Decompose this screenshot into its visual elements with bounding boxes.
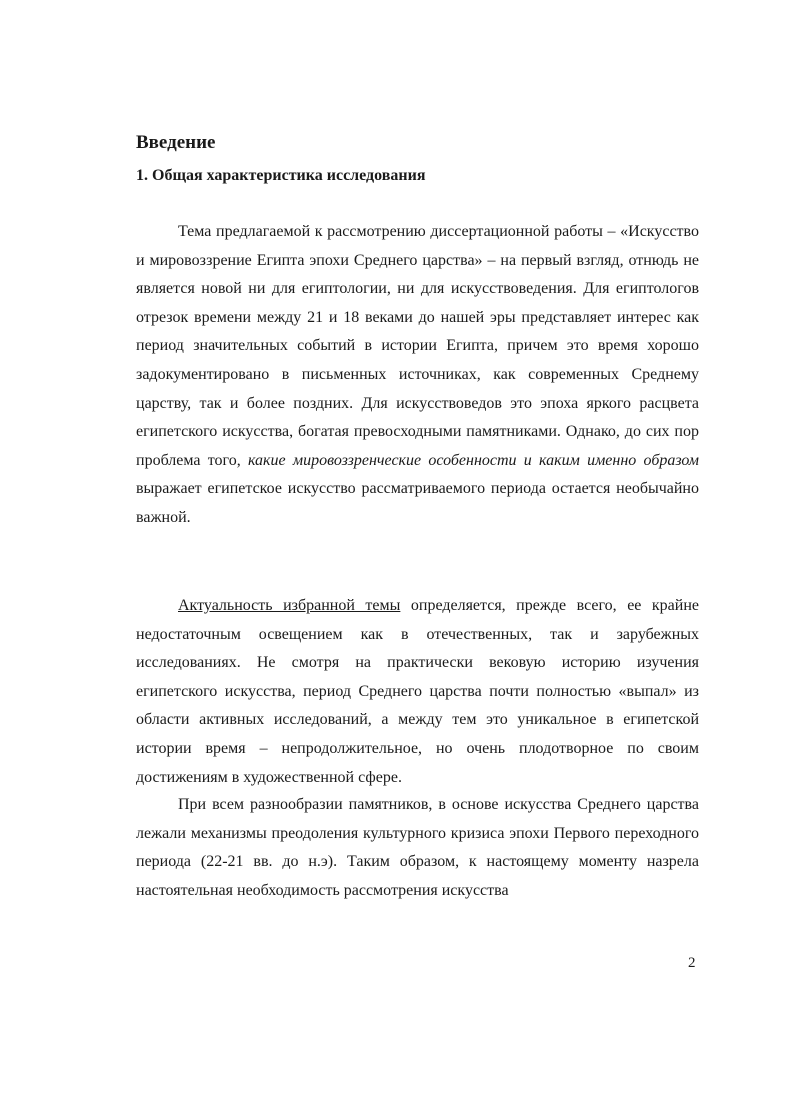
paragraph-topic-text-end: выражает египетское искусство рассматриваемого периода остается необычайно важной. — [136, 480, 699, 526]
page-number: 2 — [688, 955, 696, 971]
paragraph-relevance-text: определяется, прежде всего, ее крайне недостаточным освещением как в отечественных, так и зарубежных исследованиях. Не смотря на практически вековую историю изучения египетского искусства, период Среднего царства почти полностью «выпал» из области активных исследований, а между тем это уникальное в египетской истории время – непродолжительное, но очень плодотворное по своим достижениям в художественной сфере. — [136, 597, 700, 786]
section-heading: 1. Общая характеристика исследования — [136, 167, 426, 184]
page-title: Введение — [136, 132, 216, 153]
paragraph-topic-text: Тема предлагаемой к рассмотрению диссертационной работы – «Искусство и мировоззрение Египта эпохи Среднего царства» – на первый взгляд, отнюдь не является новой ни для египтологии, ни для искусствоведения. Для египтологов отрезок времени между 21 и 18 веками до нашей эры представляет интерес как период значительных событий в истории Египта, причем это время хорошо задокументировано в письменных источниках, как современных Среднему царству, так и более поздних. Для искусствоведов это эпоха яркого расцвета египетского искусства, богатая превосходными памятниками. Однако, до сих пор проблема того, — [136, 223, 699, 469]
paragraph-monuments: При всем разнообразии памятников, в основе искусства Среднего царства лежали механизмы преодоления культурного кризиса эпохи Первого переходного периода (22-21 вв. до н.э). Таким образом, к настоящему моменту назрела настоятельная необходимость рассмотрения искусства — [136, 796, 699, 899]
relevance-underlined-term: Актуальность избранной темы — [178, 597, 401, 614]
paragraph-topic — [136, 218, 699, 533]
paragraph-relevance — [136, 592, 699, 792]
paragraph-topic-italic: какие мировоззренческие особенности и каким именно образом — [247, 451, 699, 469]
